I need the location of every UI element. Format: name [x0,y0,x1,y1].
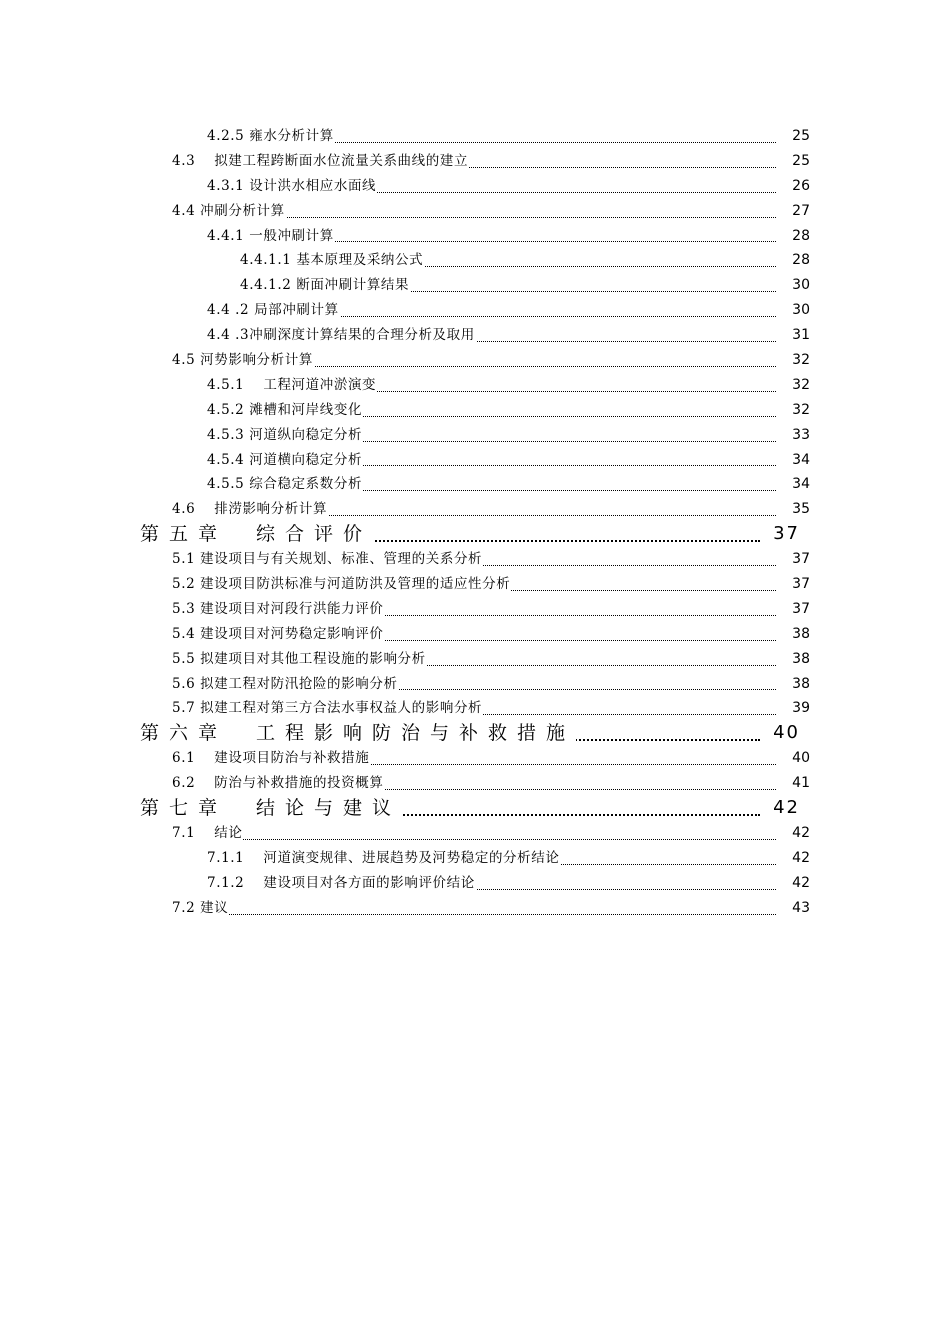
toc-entry-title: 4.4 .3冲刷深度计算结果的合理分析及取用 [207,323,476,348]
toc-page-number: 32 [792,401,810,418]
toc-page-number: 30 [792,302,810,319]
toc-entry-row[interactable] [0,149,950,174]
toc-page-number: 43 [792,899,810,916]
toc-page-number: 25 [792,152,810,169]
toc-page-number: 42 [792,824,810,841]
toc-page-number: 35 [792,501,810,518]
toc-entry-row[interactable] [0,746,950,771]
toc-entry-title: 4.5.3 河道纵向稳定分析 [207,423,363,448]
toc-entry-title: 6.2 防治与补救措施的投资概算 [172,771,384,796]
toc-entry-title: 5.5 拟建项目对其他工程设施的影响分析 [172,647,427,672]
toc-entry-row[interactable] [0,174,950,199]
toc-page-number: 42 [792,849,810,866]
toc-entry-row[interactable] [0,696,950,721]
toc-entry-row[interactable] [0,821,950,846]
toc-entry-title: 4.5.2 滩槽和河岸线变化 [207,398,363,423]
toc-entry-row[interactable] [0,348,950,373]
toc-entry-title: 5.3 建设项目对河段行洪能力评价 [172,597,384,622]
toc-page-number: 37 [773,523,800,545]
toc-entry-title: 7.1 结论 [172,821,243,846]
toc-page-number: 42 [792,874,810,891]
toc-entry-title: 第七章 结论与建议 [140,797,402,820]
toc-entry-row[interactable] [0,547,950,572]
toc-entry-row[interactable] [0,273,950,298]
toc-entry-title: 4.5 河势影响分析计算 [172,348,314,373]
toc-entry-title: 第五章 综合评价 [140,523,373,546]
toc-entry-row[interactable] [0,896,950,921]
toc-page-number: 31 [792,327,810,344]
toc-entry-row[interactable] [0,771,950,796]
toc-entry-title: 4.3.1 设计洪水相应水面线 [207,174,377,199]
toc-page-number: 38 [792,650,810,667]
toc-entry-title: 5.6 拟建工程对防汛抢险的影响分析 [172,672,399,697]
toc-entry-row[interactable] [0,846,950,871]
toc-page-number: 42 [773,797,800,819]
toc-entry-row[interactable] [0,248,950,273]
toc-entry-row[interactable] [0,323,950,348]
toc-entry-title: 4.6 排涝影响分析计算 [172,497,328,522]
toc-entry-row[interactable] [0,472,950,497]
toc-entry-title: 4.5.1 工程河道冲淤演变 [207,373,377,398]
toc-entry-row[interactable] [0,224,950,249]
toc-chapter-row[interactable] [0,796,950,821]
toc-entry-title: 4.2.5 雍水分析计算 [207,124,335,149]
toc-dot-leader [172,896,776,921]
toc-entry-title: 4.4.1 一般冲刷计算 [207,224,335,249]
toc-page-number: 38 [792,675,810,692]
toc-entry-title: 4.4 .2 局部冲刷计算 [207,298,340,323]
table-of-contents [0,124,950,921]
toc-dot-leader [172,821,776,846]
toc-page-number: 38 [792,625,810,642]
toc-entry-title: 7.1.2 建设项目对各方面的影响评价结论 [207,871,476,896]
toc-entry-row[interactable] [0,622,950,647]
toc-page-number: 27 [792,202,810,219]
toc-entry-title: 5.7 拟建工程对第三方合法水事权益人的影响分析 [172,696,483,721]
toc-page-number: 32 [792,376,810,393]
toc-entry-row[interactable] [0,373,950,398]
toc-chapter-row[interactable] [0,721,950,746]
toc-page-number: 25 [792,128,810,144]
toc-entry-title: 7.2 建议 [172,896,229,921]
toc-entry-title: 5.1 建设项目与有关规划、标准、管理的关系分析 [172,547,483,572]
toc-page-number: 37 [792,576,810,593]
toc-page-number: 37 [792,600,810,617]
toc-entry-row[interactable] [0,672,950,697]
toc-entry-row[interactable] [0,124,950,149]
toc-entry-title: 4.4 冲刷分析计算 [172,199,286,224]
toc-page-number: 34 [792,476,810,493]
toc-entry-row[interactable] [0,423,950,448]
toc-entry-row[interactable] [0,572,950,597]
toc-entry-row[interactable] [0,871,950,896]
toc-entry-row[interactable] [0,199,950,224]
toc-entry-row[interactable] [0,647,950,672]
toc-entry-title: 5.4 建设项目对河势稳定影响评价 [172,622,384,647]
toc-entry-row[interactable] [0,298,950,323]
toc-entry-title: 4.4.1.2 断面冲刷计算结果 [240,273,410,298]
toc-chapter-row[interactable] [0,522,950,547]
toc-entry-row[interactable] [0,497,950,522]
toc-entry-title: 4.5.4 河道横向稳定分析 [207,448,363,473]
toc-entry-title: 4.5.5 综合稳定系数分析 [207,472,363,497]
toc-page-number: 33 [792,426,810,443]
toc-page-number: 40 [773,722,800,744]
toc-page-number: 26 [792,177,810,194]
toc-page-number: 40 [792,750,810,767]
toc-entry-title: 7.1.1 河道演变规律、进展趋势及河势稳定的分析结论 [207,846,560,871]
toc-page-number: 30 [792,277,810,294]
toc-entry-title: 6.1 建设项目防治与补救措施 [172,746,370,771]
toc-page-number: 41 [792,775,810,792]
toc-entry-title: 5.2 建设项目防洪标准与河道防洪及管理的适应性分析 [172,572,511,597]
toc-entry-row[interactable] [0,448,950,473]
toc-entry-row[interactable] [0,597,950,622]
toc-page-number: 39 [792,700,810,717]
toc-entry-title: 4.3 拟建工程跨断面水位流量关系曲线的建立 [172,149,469,174]
toc-entry-title: 第六章 工程影响防治与补救措施 [140,722,576,745]
toc-page-number: 37 [792,551,810,568]
toc-page-number: 28 [792,227,810,244]
toc-page-number: 34 [792,451,810,468]
toc-page-number: 32 [792,352,810,369]
toc-entry-title: 4.4.1.1 基本原理及采纳公式 [240,248,424,273]
toc-entry-row[interactable] [0,398,950,423]
toc-page-number: 28 [792,252,810,269]
